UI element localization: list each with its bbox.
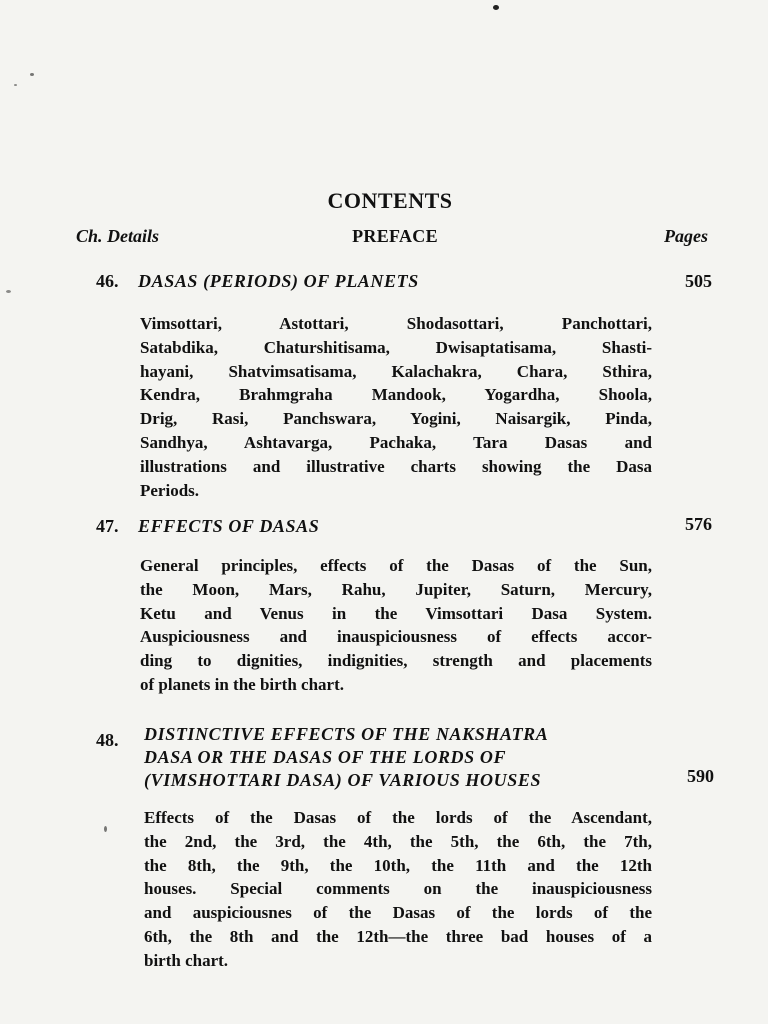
description-line: Ketu and Venus in the Vimsottari Dasa System. [140,603,652,623]
chapter-title-line: DISTINCTIVE EFFECTS OF THE NAKSHATRA [144,724,549,744]
chapter-entry [96,515,712,697]
description-line: Periods. [140,480,200,500]
description-line: 6th, the 8th and the 12th—the three bad houses of a [144,926,652,946]
chapter-title [144,723,652,792]
chapter-page-number: 590 [687,766,714,786]
description-line: Sandhya, Ashtavarga, Pachaka, Tara Dasas and [140,432,652,452]
description-line: illustrations and illustrative charts showing the Dasa [140,456,652,476]
chapter-description [144,806,652,973]
chapter-title-line: DASAS (PERIODS) OF PLANETS [138,271,419,291]
description-line: Kendra, Brahmgraha Mandook, Yogardha, Shoola, [140,385,652,405]
chapter-heading [96,270,712,293]
description-line: houses. Special comments on the inauspiciousness [144,879,652,899]
chapter-title-line: DASA OR THE DASAS OF THE LORDS OF [144,747,507,767]
chapter-number: 48. [96,730,119,750]
description-line: hayani, Shatvimsatisama, Kalachakra, Chara, Sthira, [140,361,652,381]
chapter-page-number: 576 [685,514,712,534]
chapter-title-line: (VIMSHOTTARI DASA) OF VARIOUS HOUSES [144,770,542,790]
description-line: the Moon, Mars, Rahu, Jupiter, Saturn, Mercury, [140,579,652,599]
scan-speck [493,5,499,10]
scan-speck [14,84,17,86]
scan-speck [6,290,11,293]
description-line: the 2nd, the 3rd, the 4th, the 5th, the 6th, the 7th, [144,831,652,851]
preface-heading: PREFACE [352,226,438,246]
chapter-description [140,312,652,502]
scan-speck [30,73,34,76]
chapter-heading [96,723,712,792]
column-header-details: Ch. Details [76,226,160,246]
description-line: ding to dignities, indignities, strength and placements [140,651,652,671]
description-line: Effects of the Dasas of the lords of the Ascendant, [144,808,652,827]
description-line: Auspiciousness and inauspiciousness of effects accor- [140,627,652,647]
chapter-number: 46. [96,271,119,291]
description-line: of planets in the birth chart. [140,674,344,694]
description-line: Satabdika, Chaturshitisama, Dwisaptatisama, Shasti- [140,337,652,357]
description-line: Vimsottari, Astottari, Shodasottari, Panchottari, [140,314,652,333]
chapter-number: 47. [96,516,119,536]
description-line: birth chart. [144,950,229,970]
description-line: and auspiciousnes of the Dasas of the lords of the [144,903,652,923]
chapter-title-line: EFFECTS OF DASAS [138,516,320,536]
chapter-entry [96,723,712,973]
column-header-pages: Pages [664,226,708,246]
description-line: Drig, Rasi, Panchswara, Yogini, Naisargik, Pinda, [140,409,652,429]
description-line: the 8th, the 9th, the 10th, the 11th and the 12th [144,855,652,875]
chapter-title [138,515,652,538]
chapter-page-number: 505 [685,271,712,291]
chapter-description [140,554,652,697]
page-title: CONTENTS [327,188,453,213]
chapter-title [138,270,652,293]
description-line: General principles, effects of the Dasas of the Sun, [140,556,652,575]
chapter-heading [96,515,712,538]
chapter-entry [96,270,712,502]
